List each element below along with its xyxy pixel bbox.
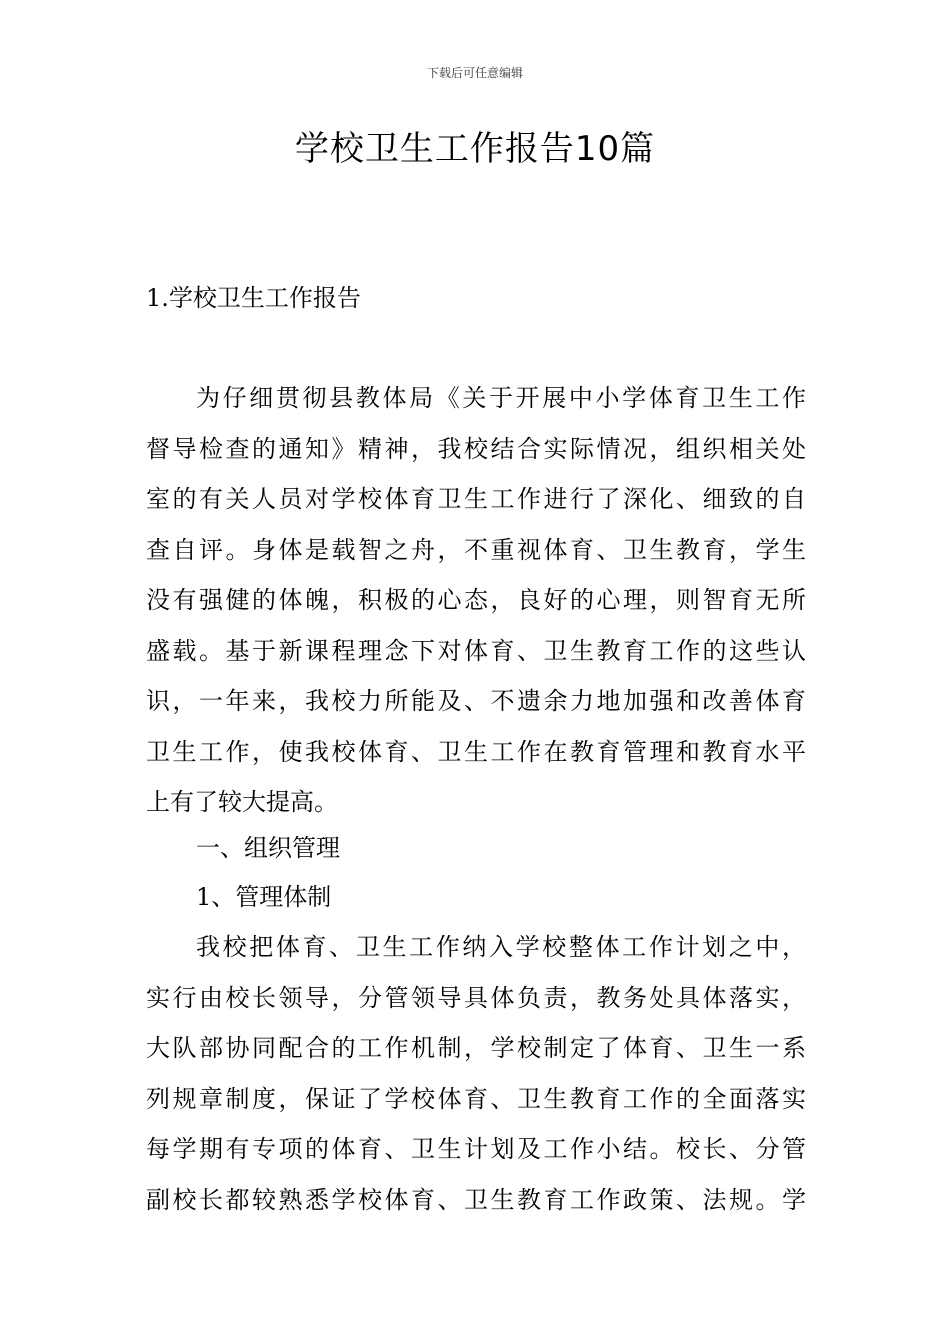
paragraph-intro <box>146 373 806 828</box>
paragraph-line: 识，一年来，我校力所能及、不遗余力地加强和改善体育 <box>146 687 806 715</box>
paragraph-line: 上有了较大提高。 <box>146 788 338 816</box>
paragraph-line: 每学期有专项的体育、卫生计划及工作小结。校长、分管 <box>146 1135 806 1163</box>
paragraph-line: 督导检查的通知》精神，我校结合实际情况，组织相关处 <box>146 434 806 463</box>
paragraph-line: 列规章制度，保证了学校体育、卫生教育工作的全面落实 <box>146 1084 806 1113</box>
paragraph-line: 室的有关人员对学校体育卫生工作进行了深化、细致的自 <box>146 485 806 513</box>
paragraph-line: 副校长都较熟悉学校体育、卫生教育工作政策、法规。学 <box>146 1185 806 1214</box>
paragraph-line: 没有强健的体魄，积极的心态，良好的心理，则智育无所 <box>146 586 806 614</box>
paragraph-line: 我校把体育、卫生工作纳入学校整体工作计划之中， <box>196 933 806 961</box>
heading-management-system <box>146 872 806 923</box>
document-title: 学校卫生工作报告10篇 <box>294 129 656 169</box>
paragraph-line: 查自评。身体是载智之舟，不重视体育、卫生教育，学生 <box>146 535 806 564</box>
heading-organization <box>146 823 806 874</box>
paragraph-management <box>146 922 806 1225</box>
paragraph-line: 大队部协同配合的工作机制，学校制定了体育、卫生一系 <box>146 1034 806 1062</box>
section-title: 1.学校卫生工作报告 <box>146 284 361 312</box>
paragraph-line: 盛载。基于新课程理念下对体育、卫生教育工作的这些认 <box>146 636 806 665</box>
heading-text: 1、管理体制 <box>196 883 332 911</box>
paragraph-line: 卫生工作，使我校体育、卫生工作在教育管理和教育水平 <box>146 737 806 766</box>
paragraph-line: 为仔细贯彻县教体局《关于开展中小学体育卫生工作 <box>196 384 806 412</box>
header-note: 下载后可任意编辑 <box>426 66 523 80</box>
heading-text: 一、组织管理 <box>196 834 340 862</box>
paragraph-line: 实行由校长领导，分管领导具体负责，教务处具体落实， <box>146 983 806 1012</box>
